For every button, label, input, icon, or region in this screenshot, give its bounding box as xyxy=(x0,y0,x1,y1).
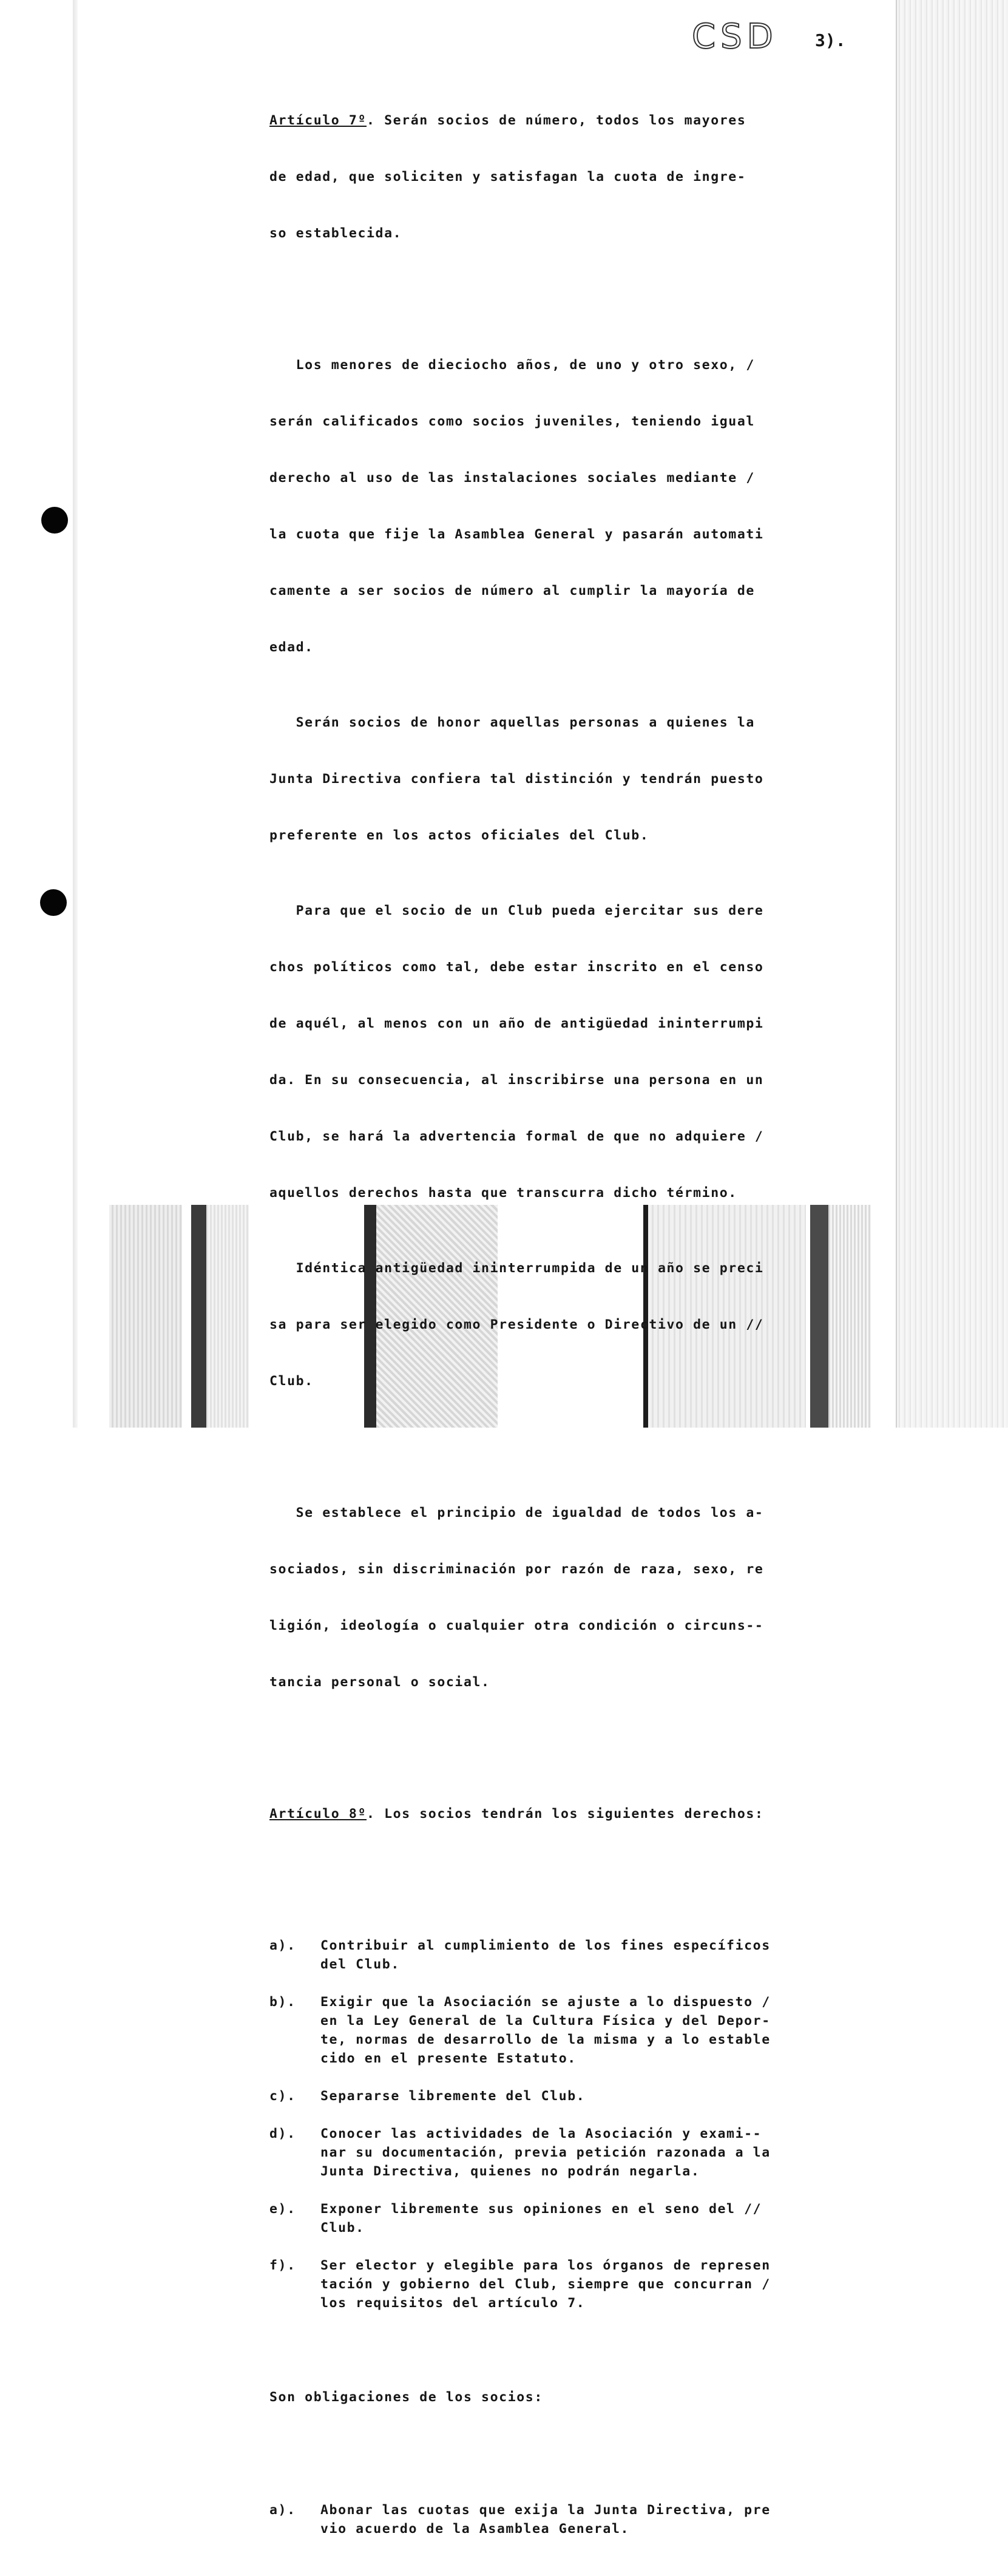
list-item-label: a). xyxy=(269,2503,296,2518)
list-item-text: vio acuerdo de la Asamblea General. xyxy=(320,2521,630,2537)
text-line: so establecida. xyxy=(269,226,402,241)
list-item-label: f). xyxy=(269,2258,296,2273)
text-line: Club, se hará la advertencia formal de que no adquiere / xyxy=(269,1129,764,1144)
list-item-line xyxy=(269,1955,840,1974)
list-item-text: te, normas de desarrollo de la misma y a lo estable xyxy=(320,2032,771,2047)
list-item-line xyxy=(269,2012,840,2030)
text-line: Junta Directiva confiera tal distinción y tendrán puesto xyxy=(269,771,764,787)
article-8-heading: Artículo 8º xyxy=(269,1806,367,1822)
text-line: tancia personal o social. xyxy=(269,1675,490,1690)
text-line: derecho al uso de las instalaciones sociales mediante / xyxy=(269,470,755,486)
text-line: preferente en los actos oficiales del Club. xyxy=(269,828,649,843)
text-line: edad. xyxy=(269,640,314,655)
article-8-heading-line xyxy=(269,1805,840,1823)
list-item-label: e). xyxy=(269,2201,296,2217)
obligaciones-intro: Son obligaciones de los socios: xyxy=(269,2390,543,2405)
list-item-line xyxy=(269,2124,840,2143)
list-item-label: d). xyxy=(269,2126,296,2141)
list-item-text: nar su documentación, previa petición razonada a la xyxy=(320,2145,771,2160)
article-7-heading: Artículo 7º xyxy=(269,113,367,128)
text-line: da. En su consecuencia, al inscribirse una persona en un xyxy=(269,1073,764,1088)
scan-stripe xyxy=(191,1205,207,1428)
text-line: aquellos derechos hasta que transcurra dicho término. xyxy=(269,1185,737,1201)
text-line: Idéntica antigüedad ininterrumpida de un año se preci xyxy=(269,1261,764,1276)
list-item-line xyxy=(269,2275,840,2294)
list-item-line xyxy=(269,2501,840,2520)
list-item-line xyxy=(269,2294,840,2313)
text-line: serán calificados como socios juveniles, teniendo igual xyxy=(269,414,755,429)
list-item-text: Conocer las actividades de la Asociación y exami-- xyxy=(320,2126,762,2141)
list-item-line xyxy=(269,2256,840,2275)
text-line: ligión, ideología o cualquier otra condición o circuns-- xyxy=(269,1618,764,1633)
list-item-text: Ser elector y elegible para los órganos de represen xyxy=(320,2258,771,2273)
obligaciones-list xyxy=(269,2501,840,2538)
list-item-text: tación y gobierno del Club, siempre que concurran / xyxy=(320,2277,771,2292)
list-item-text: Separarse libremente del Club. xyxy=(320,2089,586,2104)
list-item-text: Contribuir al cumplimiento de los fines específicos xyxy=(320,1938,771,1953)
text-line: de aquél, al menos con un año de antigüedad ininterrumpi xyxy=(269,1016,764,1031)
list-item-text: del Club. xyxy=(320,1957,400,1972)
text-line: sa para ser elegido como Presidente o Directivo de un // xyxy=(269,1317,764,1332)
text-line: Serán socios de honor aquellas personas a quienes la xyxy=(269,715,755,730)
scan-stripe xyxy=(109,1205,182,1428)
list-item-line xyxy=(269,2200,840,2218)
punch-hole-upper xyxy=(41,507,68,534)
page-number: 3). xyxy=(815,30,846,50)
text-line: la cuota que fije la Asamblea General y pasarán automati xyxy=(269,527,764,542)
derechos-list xyxy=(269,1936,840,2331)
scan-stripe xyxy=(206,1205,249,1428)
text-line: Club. xyxy=(269,1374,314,1389)
list-item-line xyxy=(269,2162,840,2181)
document-text xyxy=(269,73,840,2576)
text-line: Se establece el principio de igualdad de todos los a- xyxy=(269,1505,764,1520)
list-item-text: Club. xyxy=(320,2220,365,2235)
list-item-text: los requisitos del artículo 7. xyxy=(320,2296,586,2311)
list-item-text: Exponer libremente sus opiniones en el seno del // xyxy=(320,2201,762,2217)
list-item-line xyxy=(269,2143,840,2162)
list-item-label: c). xyxy=(269,2089,296,2104)
text-line: . Los socios tendrán los siguientes derechos: xyxy=(367,1806,764,1822)
list-item-text: cido en el presente Estatuto. xyxy=(320,2051,577,2066)
list-item-line xyxy=(269,2520,840,2538)
text-line: Los menores de dieciocho años, de uno y otro sexo, / xyxy=(269,358,755,373)
text-line: sociados, sin discriminación por razón de raza, sexo, re xyxy=(269,1562,764,1577)
text-line: . Serán socios de número, todos los mayores xyxy=(367,113,746,128)
article-7-heading-line xyxy=(269,111,840,130)
list-item-text: Junta Directiva, quienes no podrán negarla. xyxy=(320,2164,700,2179)
punch-hole-lower xyxy=(40,889,67,916)
list-item-label: b). xyxy=(269,1995,296,2010)
list-item-line xyxy=(269,1936,840,1955)
text-line: chos políticos como tal, debe estar inscrito en el censo xyxy=(269,960,764,975)
list-item-line xyxy=(269,2087,840,2106)
csd-stamp: CSD xyxy=(692,17,778,56)
list-item-label: a). xyxy=(269,1938,296,1953)
list-item-text: Exigir que la Asociación se ajuste a lo dispuesto / xyxy=(320,1995,771,2010)
text-line: de edad, que soliciten y satisfagan la cuota de ingre- xyxy=(269,169,746,185)
text-line: Para que el socio de un Club pueda ejercitar sus dere xyxy=(269,903,764,918)
list-item-line xyxy=(269,2030,840,2049)
list-item-line xyxy=(269,2218,840,2237)
list-item-line xyxy=(269,1993,840,2012)
text-line: camente a ser socios de número al cumplir la mayoría de xyxy=(269,583,755,598)
list-item-text: Abonar las cuotas que exija la Junta Directiva, pre xyxy=(320,2503,771,2518)
list-item-line xyxy=(269,2049,840,2068)
list-item-text: en la Ley General de la Cultura Física y del Depor- xyxy=(320,2013,771,2029)
